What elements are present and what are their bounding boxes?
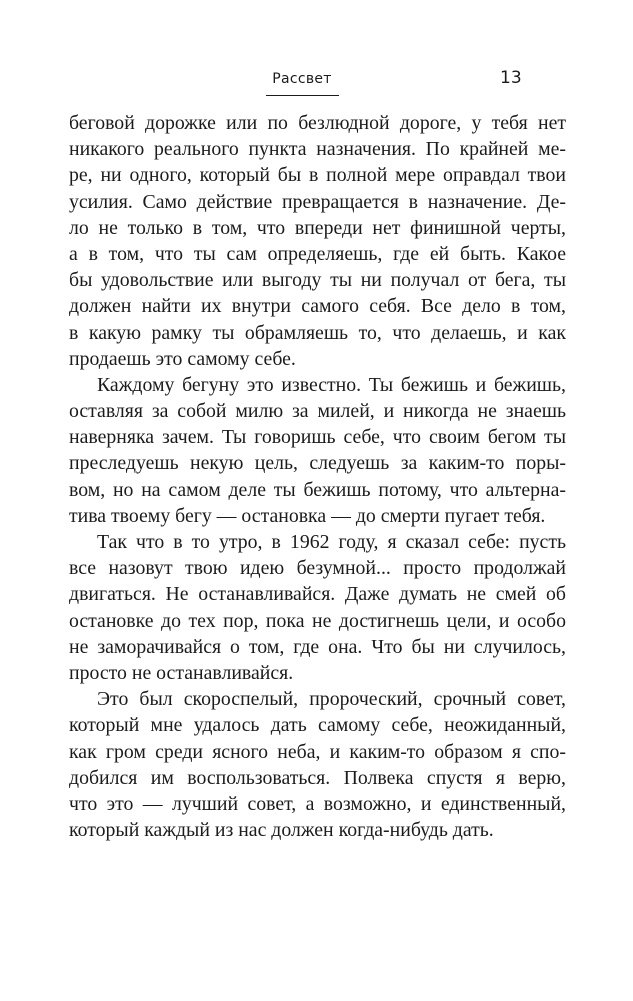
text-line: ло не только в том, что впереди нет финишной черты, <box>69 216 566 239</box>
text-line: Каждому бегуну это известно. Ты бежишь и бежишь, <box>97 373 566 396</box>
text-line: тива твоему бегу — остановка — до смерти пугает тебя. <box>69 504 546 527</box>
text-line: не заморачивайся о том, где она. Что бы ни случилось, <box>69 635 566 658</box>
text-line: добился им воспользоваться. Полвека спустя я верю, <box>69 766 566 789</box>
text-line: ре, ни одного, который бы в полной мере оправдал твои <box>69 164 566 187</box>
text-line: остановке до тех пор, пока не достигнешь цели, и особо <box>69 609 566 632</box>
text-line: что это — лучший совет, а возможно, и единственный, <box>69 792 566 815</box>
text-line: как гром среди ясного неба, и каким-то образом я спо- <box>69 740 566 763</box>
running-title: Рассвет <box>272 71 332 87</box>
text-line: двигаться. Не останавливайся. Даже думать не смей об <box>69 583 566 606</box>
text-line: преследуешь некую цель, следуешь за каким-то поры- <box>69 452 566 475</box>
text-line: который мне удалось дать самому себе, неожиданный, <box>69 714 566 737</box>
text-line: бы удовольствие или выгоду ты ни получал от бега, ты <box>69 269 566 292</box>
text-line: а в том, что ты сам определяешь, где ей быть. Какое <box>69 242 566 265</box>
text-line: беговой дорожке или по безлюдной дороге, у тебя нет <box>69 112 566 134</box>
text-line: оставляя за собой милю за милей, и никогда не знаешь <box>69 400 566 423</box>
page-number: 13 <box>500 68 522 88</box>
header-rule <box>266 95 339 96</box>
text-line: никакого реального пункта назначения. По крайней ме- <box>69 138 566 161</box>
text-line: все назовут твою идею безумной... просто продолжай <box>69 557 566 580</box>
text-line: в какую рамку ты обрамляешь то, что делаешь, и как <box>69 321 566 344</box>
text-line: Так что в то утро, в 1962 году, я сказал себе: пусть <box>97 531 566 553</box>
text-line: который каждый из нас должен когда-нибудь дать. <box>69 819 494 842</box>
text-line: продаешь это самому себе. <box>69 347 296 370</box>
text-line: Это был скороспелый, пророческий, срочный совет, <box>97 688 566 711</box>
text-line: должен найти их внутри самого себя. Все дело в том, <box>69 295 566 318</box>
body-text <box>69 110 566 843</box>
text-line: просто не останавливайся. <box>69 661 294 684</box>
text-line: вом, но на самом деле ты бежишь потому, что альтерна- <box>69 478 566 501</box>
text-line: наверняка зачем. Ты говоришь себе, что своим бегом ты <box>69 426 566 449</box>
text-line: усилия. Само действие превращается в назначение. Де- <box>69 190 566 213</box>
